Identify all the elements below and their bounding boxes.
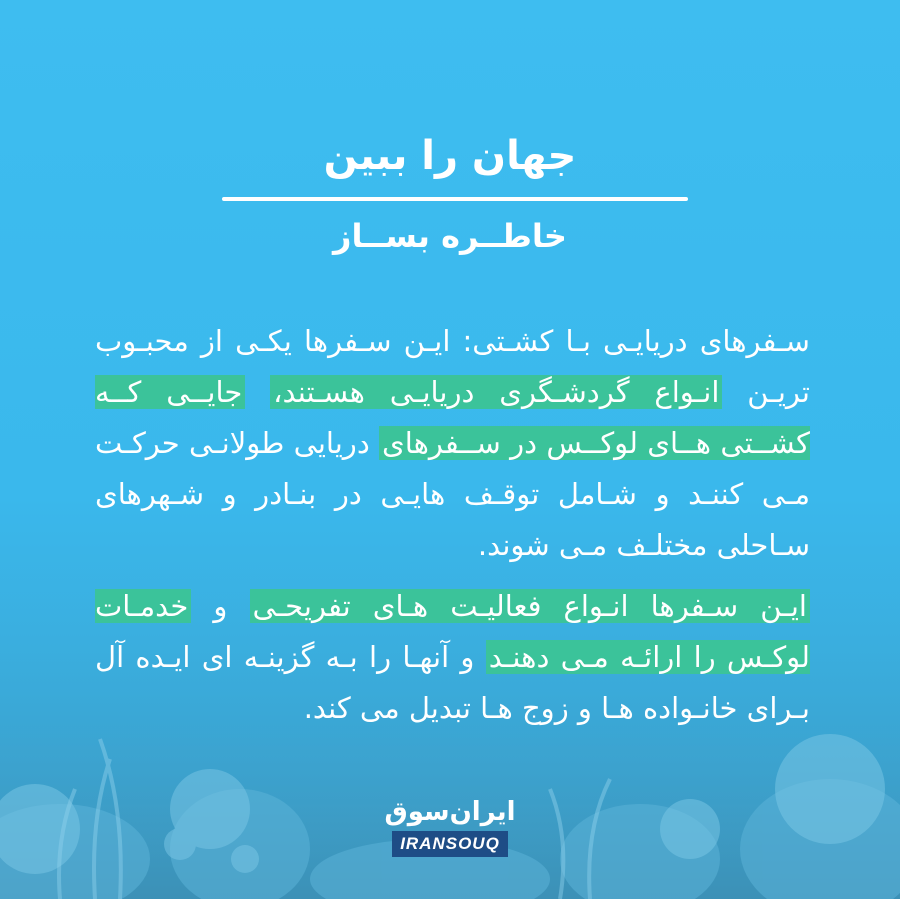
paragraph-1-highlight-2: جایــی کــه کشــتی هــای لوکــس در ســفرهای (95, 375, 810, 460)
paragraph-1-text-b (245, 375, 270, 409)
paragraph-1-highlight-1: انـواع گردشـگری دریایـی هسـتند، (270, 375, 722, 409)
paragraph-2-text-b: و آنهـا را بـه گزینـه ای ایـده آل بـرای خانـواده هـا و زوج هـا تبدیل می کند. (95, 640, 810, 725)
page-subtitle: خاطــره بســاز (333, 217, 567, 255)
title-divider (222, 197, 688, 201)
paragraph-2-highlight-2: خدمـات لوکـس را ارائـه مـی دهنـد (95, 589, 810, 674)
paragraph-2-text-a: و (191, 589, 250, 623)
paragraph-1 (95, 316, 810, 571)
paragraph-1-text-a: سـفرهای دریایـی بـا کشـتی: ایـن سـفرها یکـی از محبـوب تریـن (95, 324, 810, 409)
body-text (95, 316, 810, 744)
paragraph-2 (95, 581, 810, 734)
paragraph-1-text-c: دریایی طولانـی حرکـت مـی کننـد و شـامل توقـف هایـی در بنـادر و شـهرهای سـاحلی مختلـف مـی شوند. (95, 426, 810, 562)
page-title: جهان را ببین (323, 133, 577, 179)
brand-logo (375, 795, 525, 857)
brand-logo-persian: ایران‌سوق (384, 797, 516, 827)
brand-logo-latin: IRANSOUQ (392, 831, 508, 857)
paragraph-2-highlight-1: ایـن سـفرها انـواع فعالیـت هـای تفریحـی (250, 589, 810, 623)
